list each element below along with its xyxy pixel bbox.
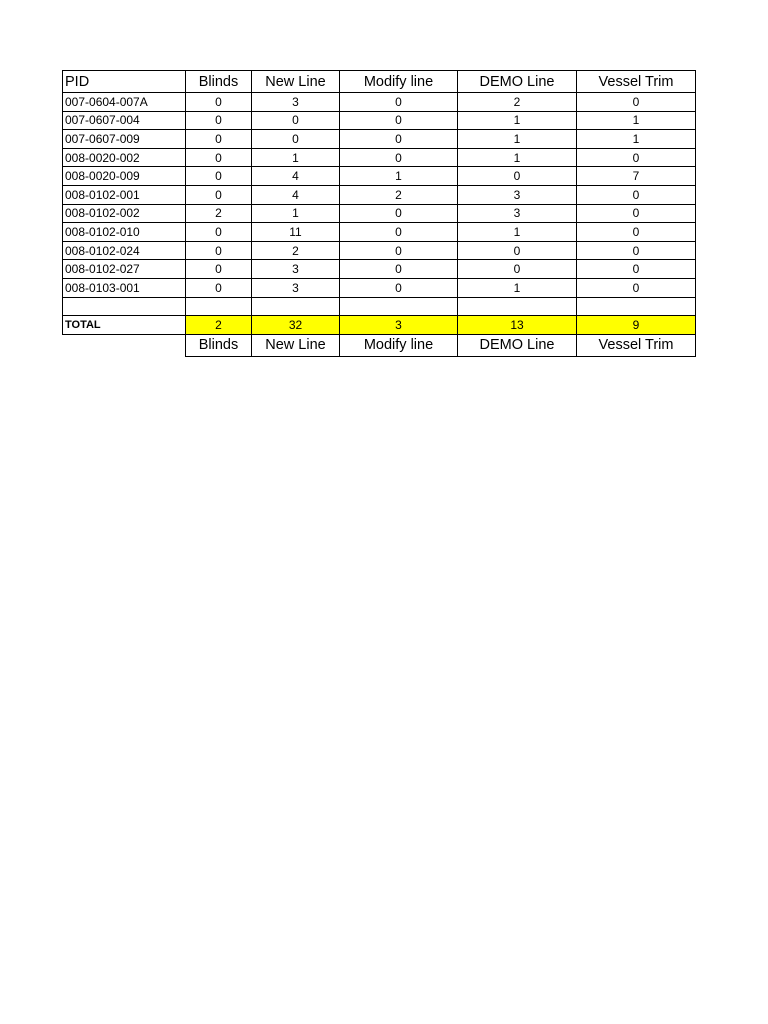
- count-cell: 11: [252, 223, 340, 242]
- footer-column-header: Vessel Trim: [577, 334, 696, 356]
- table-row: [63, 297, 696, 316]
- footer-column-header: DEMO Line: [458, 334, 577, 356]
- table-row: [63, 185, 696, 204]
- count-cell: 0: [186, 130, 252, 149]
- table-row: [63, 93, 696, 112]
- total-value: 13: [458, 316, 577, 335]
- count-cell: [186, 297, 252, 316]
- column-header: New Line: [252, 71, 340, 93]
- table-row: [63, 241, 696, 260]
- total-label: TOTAL: [63, 316, 186, 335]
- pid-cell: 007-0604-007A: [63, 93, 186, 112]
- pid-cell: 008-0102-002: [63, 204, 186, 223]
- count-cell: 1: [458, 130, 577, 149]
- count-cell: 2: [458, 93, 577, 112]
- count-cell: 1: [458, 111, 577, 130]
- count-cell: 1: [577, 111, 696, 130]
- count-cell: 0: [186, 111, 252, 130]
- count-cell: 0: [458, 241, 577, 260]
- footer-column-header: Modify line: [340, 334, 458, 356]
- table-row: [63, 130, 696, 149]
- count-cell: 0: [186, 93, 252, 112]
- table-row: [63, 260, 696, 279]
- pid-cell: 008-0102-024: [63, 241, 186, 260]
- count-cell: 1: [458, 148, 577, 167]
- count-cell: 4: [252, 185, 340, 204]
- count-cell: 3: [458, 185, 577, 204]
- table-row: [63, 111, 696, 130]
- count-cell: [252, 297, 340, 316]
- count-cell: 0: [458, 260, 577, 279]
- pid-cell: 007-0607-004: [63, 111, 186, 130]
- count-cell: 0: [252, 111, 340, 130]
- count-cell: 0: [340, 223, 458, 242]
- count-cell: 3: [458, 204, 577, 223]
- count-cell: 0: [186, 260, 252, 279]
- count-cell: 3: [252, 278, 340, 297]
- pid-cell: 008-0020-002: [63, 148, 186, 167]
- column-header: Modify line: [340, 71, 458, 93]
- count-cell: 0: [340, 204, 458, 223]
- count-cell: 1: [252, 204, 340, 223]
- count-cell: 0: [340, 111, 458, 130]
- count-cell: 0: [577, 260, 696, 279]
- count-cell: 1: [252, 148, 340, 167]
- count-cell: 1: [577, 130, 696, 149]
- table-row: [63, 278, 696, 297]
- total-value: 3: [340, 316, 458, 335]
- pid-cell: 008-0102-001: [63, 185, 186, 204]
- count-cell: 0: [340, 278, 458, 297]
- count-cell: 3: [252, 260, 340, 279]
- total-value: 32: [252, 316, 340, 335]
- count-cell: 0: [577, 185, 696, 204]
- count-cell: 7: [577, 167, 696, 186]
- count-cell: 0: [577, 278, 696, 297]
- footer-blank-cell: [63, 334, 186, 356]
- pid-cell: [63, 297, 186, 316]
- count-cell: 0: [577, 148, 696, 167]
- count-cell: 0: [577, 241, 696, 260]
- header-row: [63, 71, 696, 93]
- table-row: [63, 167, 696, 186]
- count-cell: [340, 297, 458, 316]
- count-cell: 0: [577, 223, 696, 242]
- count-cell: 0: [577, 93, 696, 112]
- count-cell: 0: [186, 167, 252, 186]
- count-cell: 2: [252, 241, 340, 260]
- pid-cell: 008-0102-027: [63, 260, 186, 279]
- footer-column-header: New Line: [252, 334, 340, 356]
- count-cell: 0: [186, 278, 252, 297]
- total-value: 2: [186, 316, 252, 335]
- count-cell: 3: [252, 93, 340, 112]
- count-cell: 0: [340, 260, 458, 279]
- table-row: [63, 204, 696, 223]
- pid-cell: 008-0102-010: [63, 223, 186, 242]
- count-cell: 0: [340, 93, 458, 112]
- count-cell: 1: [340, 167, 458, 186]
- count-cell: 0: [340, 130, 458, 149]
- count-cell: 0: [186, 241, 252, 260]
- table-row: [63, 148, 696, 167]
- pid-summary-table: [62, 70, 696, 357]
- count-cell: 0: [340, 241, 458, 260]
- count-cell: 1: [458, 278, 577, 297]
- count-cell: 0: [252, 130, 340, 149]
- count-cell: 2: [186, 204, 252, 223]
- pid-cell: 008-0020-009: [63, 167, 186, 186]
- count-cell: 0: [340, 148, 458, 167]
- count-cell: 2: [340, 185, 458, 204]
- table-row: [63, 223, 696, 242]
- count-cell: 0: [577, 204, 696, 223]
- column-header: DEMO Line: [458, 71, 577, 93]
- count-cell: 0: [186, 185, 252, 204]
- count-cell: 0: [186, 148, 252, 167]
- count-cell: [577, 297, 696, 316]
- column-header: Vessel Trim: [577, 71, 696, 93]
- column-header-pid: PID: [63, 71, 186, 93]
- footer-column-header: Blinds: [186, 334, 252, 356]
- count-cell: 0: [458, 167, 577, 186]
- count-cell: 1: [458, 223, 577, 242]
- total-value: 9: [577, 316, 696, 335]
- count-cell: 4: [252, 167, 340, 186]
- count-cell: [458, 297, 577, 316]
- count-cell: 0: [186, 223, 252, 242]
- pid-cell: 008-0103-001: [63, 278, 186, 297]
- pid-cell: 007-0607-009: [63, 130, 186, 149]
- column-header: Blinds: [186, 71, 252, 93]
- total-row: [63, 316, 696, 335]
- footer-header-row: [63, 334, 696, 356]
